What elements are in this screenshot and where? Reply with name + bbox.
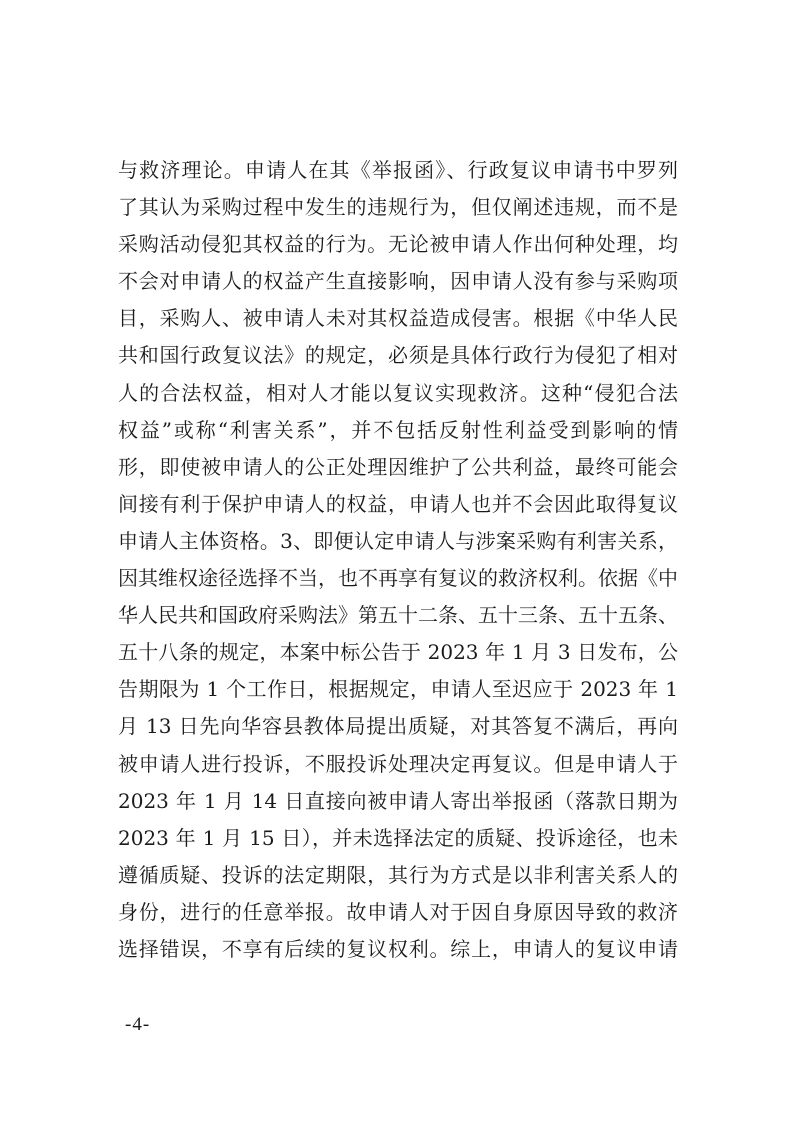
text-line: 身份，进行的任意举报。故申请人对于因自身原因导致的救济 xyxy=(118,899,678,924)
text-line: 不会对申请人的权益产生直接影响，因申请人没有参与采购项 xyxy=(118,269,678,294)
text-line: 2023 年 1 月 15 日），并未选择法定的质疑、投诉途径，也未 xyxy=(118,825,678,850)
text-line: 形，即使被申请人的公正处理因维护了公共利益，最终可能会 xyxy=(118,454,678,479)
text-line: 被申请人进行投诉，不服投诉处理决定再复议。但是申请人于 xyxy=(118,751,678,776)
text-line: 人的合法权益，相对人才能以复议实现救济。这种“侵犯合法 xyxy=(118,380,678,405)
text-line: 间接有利于保护申请人的权益，申请人也并不会因此取得复议 xyxy=(118,491,678,516)
text-line: 五十八条的规定，本案中标公告于 2023 年 1 月 3 日发布，公 xyxy=(118,640,678,665)
text-line: 告期限为 1 个工作日，根据规定，申请人至迟应于 2023 年 1 xyxy=(118,677,678,702)
text-line: 了其认为采购过程中发生的违规行为，但仅阐述违规，而不是 xyxy=(118,195,678,220)
page-number: -4- xyxy=(125,1014,151,1035)
body-text xyxy=(118,152,678,968)
text-line: 共和国行政复议法》的规定，必须是具体行政行为侵犯了相对 xyxy=(118,343,678,368)
text-line: 华人民共和国政府采购法》第五十二条、五十三条、五十五条、 xyxy=(118,603,678,628)
text-line: 2023 年 1 月 14 日直接向被申请人寄出举报函（落款日期为 xyxy=(118,788,678,813)
text-line: 申请人主体资格。3、即便认定申请人与涉案采购有利害关系， xyxy=(118,528,678,553)
text-line: 与救济理论。申请人在其《举报函》、行政复议申请书中罗列 xyxy=(118,158,678,182)
text-line: 因其维权途径选择不当，也不再享有复议的救济权利。依据《中 xyxy=(118,566,678,591)
text-line: 选择错误，不享有后续的复议权利。综上，申请人的复议申请 xyxy=(118,936,678,961)
text-line: 遵循质疑、投诉的法定期限，其行为方式是以非利害关系人的 xyxy=(118,862,678,887)
text-line: 月 13 日先向华容县教体局提出质疑，对其答复不满后，再向 xyxy=(118,714,678,739)
text-line: 目，采购人、被申请人未对其权益造成侵害。根据《中华人民 xyxy=(118,306,678,331)
text-line: 权益”或称“利害关系”，并不包括反射性利益受到影响的情 xyxy=(118,417,678,442)
text-line: 采购活动侵犯其权益的行为。无论被申请人作出何种处理，均 xyxy=(118,232,678,257)
